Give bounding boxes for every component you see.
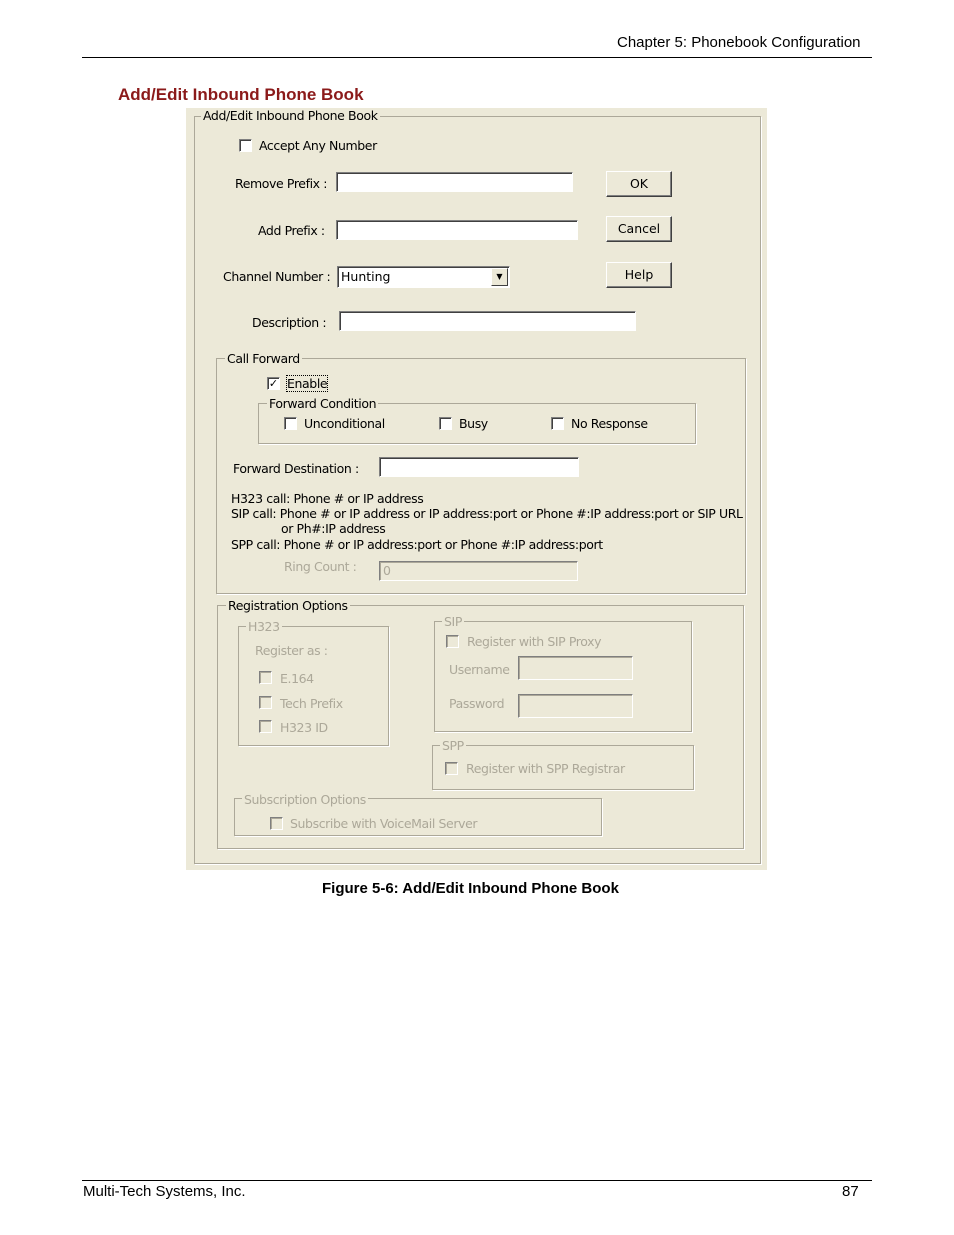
sip-proxy-label: Register with SIP Proxy [467,634,602,649]
remove-prefix-input[interactable] [336,172,573,192]
cancel-button[interactable]: Cancel [606,216,672,242]
add-edit-inbound-dialog [186,108,767,870]
help-button[interactable]: Help [606,262,672,288]
forward-destination-input[interactable] [379,457,579,477]
help-h323: H323 call: Phone # or IP address [231,491,424,506]
page-number: 87 [842,1183,859,1200]
voicemail-checkbox[interactable] [270,817,283,830]
call-forward-title: Call Forward [227,351,300,366]
sip-password-input[interactable] [518,694,633,718]
subscription-title: Subscription Options [244,792,366,807]
busy-checkbox[interactable] [439,417,452,430]
forward-condition-title: Forward Condition [269,396,377,411]
enable-label: Enable [287,376,328,391]
chevron-down-icon[interactable]: ▼ [491,268,508,286]
footer-rule [82,1180,872,1181]
ok-button[interactable]: OK [606,171,672,197]
ring-count-input[interactable]: 0 [379,561,578,581]
description-label: Description : [252,315,327,330]
registration-options-title: Registration Options [228,598,348,613]
ring-count-label: Ring Count : [284,559,357,574]
h323-title: H323 [248,619,280,634]
unconditional-label: Unconditional [304,416,385,431]
add-prefix-input[interactable] [336,220,578,240]
channel-number-value: Hunting [341,269,391,284]
header-rule [82,57,872,58]
tech-prefix-checkbox[interactable] [259,696,272,709]
dialog-group-title: Add/Edit Inbound Phone Book [203,108,378,123]
section-title: Add/Edit Inbound Phone Book [118,85,364,104]
help-sip-1: SIP call: Phone # or IP address or IP address:port or Phone #:IP address:port or SIP URL [231,506,743,521]
h323-id-label: H323 ID [280,720,328,735]
h323-id-checkbox[interactable] [259,720,272,733]
e164-checkbox[interactable] [259,671,272,684]
voicemail-label: Subscribe with VoiceMail Server [290,816,478,831]
description-input[interactable] [339,311,636,331]
enable-checkbox[interactable]: ✓ [268,377,279,390]
chapter-header: Chapter 5: Phonebook Configuration [617,34,861,51]
spp-registrar-label: Register with SPP Registrar [466,761,625,776]
remove-prefix-label: Remove Prefix : [235,176,328,191]
help-sip-2: or Ph#:IP address [281,521,386,536]
sip-password-label: Password [449,696,505,711]
no-response-label: No Response [571,416,648,431]
no-response-checkbox[interactable] [551,417,564,430]
spp-registrar-checkbox[interactable] [445,762,458,775]
help-spp: SPP call: Phone # or IP address:port or Phone #:IP address:port [231,537,603,552]
channel-number-select[interactable] [337,266,510,288]
accept-any-number-label: Accept Any Number [259,138,377,153]
channel-number-label: Channel Number : [223,269,331,284]
busy-label: Busy [459,416,488,431]
accept-any-number-checkbox[interactable] [239,139,252,152]
unconditional-checkbox[interactable] [284,417,297,430]
sip-username-input[interactable] [518,656,633,680]
sip-proxy-checkbox[interactable] [446,635,459,648]
sip-title: SIP [444,614,462,629]
sip-username-label: Username [449,662,510,677]
footer-company: Multi-Tech Systems, Inc. [83,1183,246,1200]
forward-destination-label: Forward Destination : [233,461,359,476]
add-prefix-label: Add Prefix : [258,223,325,238]
tech-prefix-label: Tech Prefix [280,696,343,711]
spp-title: SPP [442,738,464,753]
e164-label: E.164 [280,671,314,686]
figure-caption: Figure 5-6: Add/Edit Inbound Phone Book [322,880,619,897]
register-as-label: Register as : [255,643,328,658]
